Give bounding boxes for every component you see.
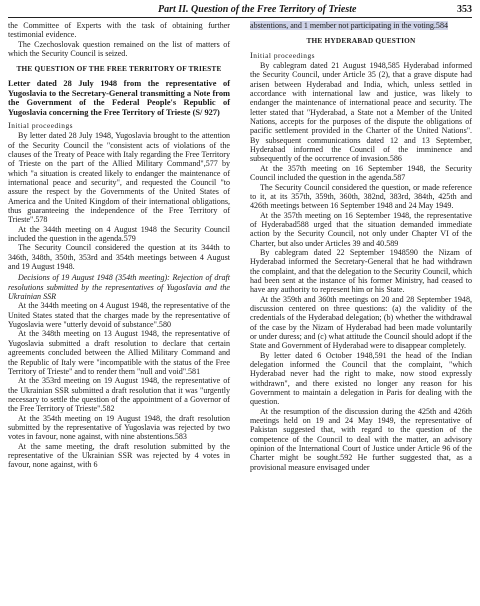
paragraph: At the 357th meeting on 16 September 1948, the Security Council included the question in the agenda.587 [250,163,472,183]
paragraph-highlighted [250,21,472,30]
decision-heading: Decisions of 19 August 1948 (354th meeting): Rejection of draft resolutions submitted by the representatives of Yugoslavia and the Ukrainian SSR [8,273,230,302]
paragraph: At the 354th meeting on 19 August 1948, the draft resolution submitted by the representative of Yugoslavia was rejected by two votes in favour, none against, with nine abstentions.583 [8,413,230,442]
right-column [250,21,472,472]
paragraph: the Committee of Experts with the task of obtaining further testimonial evidence. [8,21,230,40]
letter-heading: Letter dated 28 July 1948 from the representative of Yugoslavia to the Secretary-General transmitting a Note from the Government of the Federal People's Republic of Yugoslavia concerning the Free Territory of Trieste (S/ 927) [8,78,230,118]
paragraph: By letter dated 28 July 1948, Yugoslavia brought to the attention of the Security Council the "consistent acts of violations of the clauses of the Treaty of Peace with Italy regarding the Free Territory of Trieste on the part of the Allied Military Command",577 by which "a situation is created likely to endanger the maintenance of international peace and security", and requested the Council "to assure the respect by the Governments of the United States of America and the United Kingdom of their international obligations, thus guaranteeing the independence of the Free Territory of Trieste".578 [8,131,230,225]
subheading-initial-proceedings: Initial proceedings [8,120,74,130]
paragraph: At the 344th meeting on 4 August 1948, the representative of the United States stated that the charges made by the representative of Yugoslavia were "utterly devoid of substance".580 [8,301,230,330]
paragraph: By cablegram dated 21 August 1948,585 Hyderabad informed the Security Council, under Article 35 (2), that a grave dispute had arisen between Hyderabad and India, which, unless settled in accordance with international law and justice, was likely to endanger the maintenance of international peace and security. The letter stated that "Hyderabad, a State not a Member of the United Nations, accepts for the purposes of the dispute the obligations of pacific settlement provided in the Charter of the United Nations". By subsequent communications dated 12 and 13 September, Hyderabad informed the Council of the imminence and subsequently of the occurrence of invasion.586 [250,61,472,164]
paragraph: The Czechoslovak question remained on the list of matters of which the Security Council is seized. [8,39,230,59]
page-number: 353 [457,4,472,15]
text-highlight: abstentions, and 1 member not participating in the voting.584 [250,21,449,30]
paragraph: At the 344th meeting on 4 August 1948 the Security Council included the question in the agenda.579 [8,224,230,244]
paragraph: The Security Council considered the question, or made reference to it, at its 357th, 359th, 360th, 382nd, 383rd, 384th, 425th and 426th meetings between 16 September 1948 and 24 May 1949. [250,182,472,211]
paragraph: At the resumption of the discussion during the 425th and 426th meetings held on 19 and 24 May 1949, the representative of Pakistan suggested that, with regard to the question of the competence of the Council to deal with the matter, an advisory opinion of the International Court of Justice under Article 96 of the Charter might be sought.592 He further suggested that, as a provisional measure envisaged under [250,406,472,472]
paragraph: At the same meeting, the draft resolution submitted by the representative of the Ukrainian SSR was rejected by 4 votes in favour, none against, with 6 [8,441,230,470]
section-heading-hyderabad: THE HYDERABAD QUESTION [306,36,416,46]
paragraph: At the 353rd meeting on 19 August 1948, the representative of the Ukrainian SSR submitted a draft resolution that it was "urgently necessary to settle the question of the appointment of a Governor of the Free Territory of Trieste".582 [8,376,230,414]
paragraph: By letter dated 6 October 1948,591 the head of the Indian delegation informed the Council that the complaint, "which Hyderabad never had the right to make, now stood expressly withdrawn", and there existed no longer any reason for his Government to maintain a delegation in Paris for dealing with the question. [250,350,472,407]
paragraph: At the 348th meeting on 13 August 1948, the representative of Yugoslavia submitted a draft resolution to declare that certain agreements concluded between the Allied Military Command and the Republic of Italy were "incompatible with the status of the Free Territory of Trieste" and to render them "null and void".581 [8,329,230,376]
section-heading-trieste: THE QUESTION OF THE FREE TERRITORY OF TRIESTE [16,64,222,74]
paragraph: The Security Council considered the question at its 344th to 346th, 348th, 350th, 353rd and 354th meetings between 4 August and 19 August 1948. [8,243,230,272]
left-column [8,21,230,470]
paragraph: By cablegram dated 22 September 1948590 the Nizam of Hyderabad informed the Secretary-General that he had withdrawn the complaint, and that the delegation to the Security Council, which had been sent at the instance of his former Ministry, had ceased to have any authority to represent him or his State. [250,247,472,295]
subheading-initial-proceedings: Initial proceedings [250,50,316,60]
running-title: Part II. Question of the Free Territory of Trieste [158,4,357,15]
paragraph: At the 359th and 360th meetings on 20 and 28 September 1948, discussion centered on three questions: (a) the validity of the credentials of the Hyderabad delegation; (b) whether the withdrawal of the case by the Nizam of Hyderabad had been made voluntarily or under duress; and (c) what attitude the Council should adopt if the State and Government of Hyderabad were to disappear completely. [250,294,472,351]
header-rule [8,17,472,18]
paragraph: At the 357th meeting on 16 September 1948, the representative of Hyderabad588 urged that the situation demanded immediate action by the Security Council, not only under Chapter VI of the Charter, but also under Articles 39 and 40.589 [250,210,472,248]
